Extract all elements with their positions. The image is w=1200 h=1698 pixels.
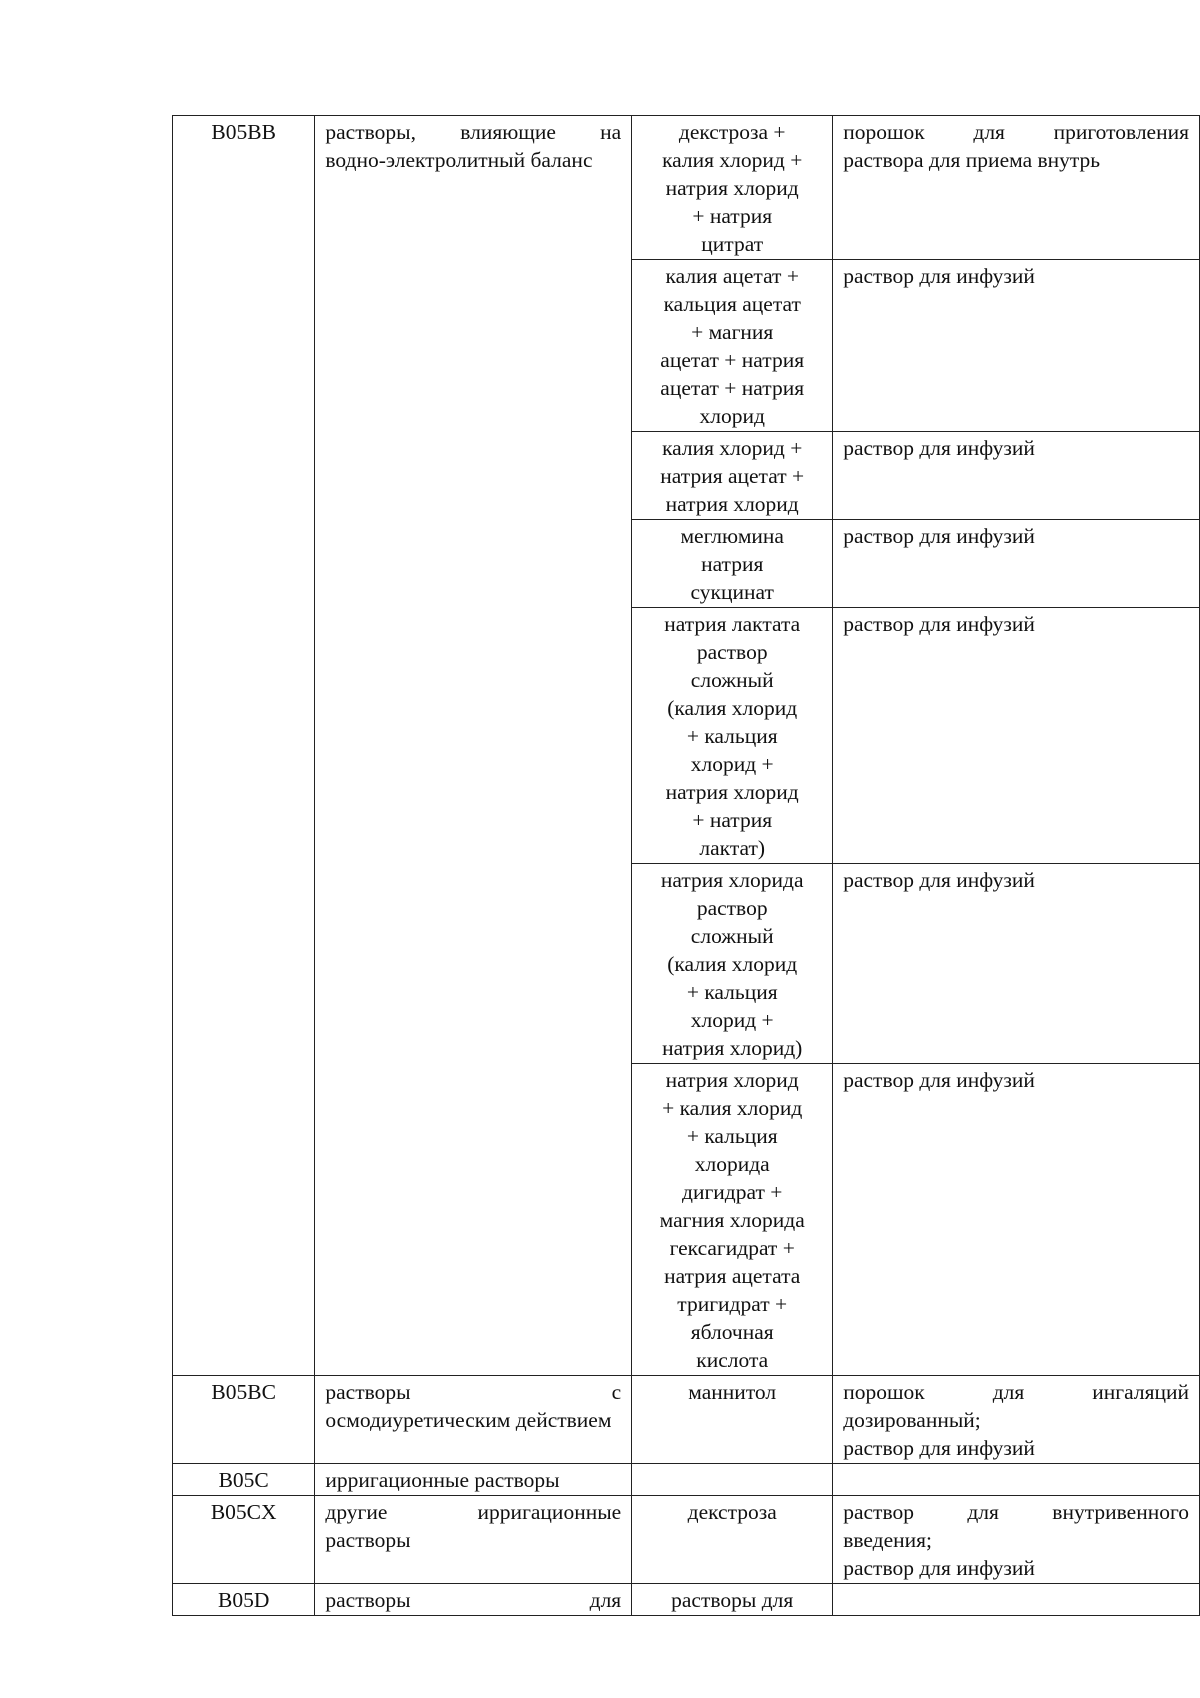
substance-line: маннитол <box>688 1380 777 1404</box>
group-name-cell <box>315 1464 632 1496</box>
substance-line: натрия хлорид <box>665 176 799 200</box>
dosage-form-cell <box>833 1496 1200 1584</box>
substance-cell <box>632 260 833 432</box>
substance-line: ацетат + натрия <box>660 376 805 400</box>
substance-line: натрия хлорид <box>665 492 799 516</box>
table-row <box>173 1584 1200 1616</box>
dosage-form-line: раствор для инфузий <box>843 1068 1035 1092</box>
substance-cell <box>632 1584 833 1616</box>
group-name-first-line: растворы с <box>325 1380 622 1404</box>
substance-line: лактат) <box>699 836 766 860</box>
substance-line: хлорид + <box>690 752 774 776</box>
atc-code-cell: B05D <box>173 1584 315 1616</box>
substance-cell <box>632 864 833 1064</box>
substance-line: цитрат <box>701 232 764 256</box>
substance-cell <box>632 608 833 864</box>
substance-line: хлорид <box>699 404 765 428</box>
dosage-form-cell <box>833 1064 1200 1376</box>
table-body <box>173 116 1200 1616</box>
dosage-form-line: раствор для инфузий <box>843 1556 1035 1580</box>
group-name-rest: водно-электролитный баланс <box>325 148 593 172</box>
table-row <box>173 1464 1200 1496</box>
group-name-first-line: другие ирригационные <box>325 1500 622 1524</box>
substance-line: натрия <box>701 552 764 576</box>
atc-code-cell: B05BC <box>173 1376 315 1464</box>
substance-line: калия хлорид + <box>662 436 803 460</box>
substance-line: + натрия <box>692 204 773 228</box>
substance-line: меглюмина <box>680 524 784 548</box>
substance-line: натрия хлорид <box>665 1068 799 1092</box>
group-name-first-line: растворы для <box>325 1588 622 1612</box>
substance-line: раствор <box>696 640 768 664</box>
atc-code-cell: B05C <box>173 1464 315 1496</box>
dosage-form-line: раствор для инфузий <box>843 1436 1035 1460</box>
substance-cell <box>632 116 833 260</box>
substance-line: хлорида <box>694 1152 770 1176</box>
substance-line: натрия хлорид) <box>662 1036 803 1060</box>
group-name-cell <box>315 1496 632 1584</box>
dosage-form-cell <box>833 1584 1200 1616</box>
dosage-form-cell <box>833 864 1200 1064</box>
table-row <box>173 1376 1200 1464</box>
substance-line: + кальция <box>686 724 778 748</box>
substance-line: + магния <box>691 320 774 344</box>
dosage-form-line: раствор для инфузий <box>843 612 1035 636</box>
substance-line: растворы для <box>671 1588 794 1612</box>
substance-line: раствор <box>696 896 768 920</box>
dosage-form-line: дозированный; <box>843 1408 981 1432</box>
substance-line: натрия хлорид <box>665 780 799 804</box>
substance-line: калия хлорид + <box>662 148 803 172</box>
substance-line: сукцинат <box>690 580 774 604</box>
dosage-form-cell <box>833 260 1200 432</box>
drug-classification-table <box>172 115 1200 1616</box>
table-row <box>173 1496 1200 1584</box>
atc-code-cell: B05CX <box>173 1496 315 1584</box>
substance-line: магния хлорида <box>659 1208 805 1232</box>
table-row <box>173 116 1200 260</box>
substance-line: натрия ацетата <box>664 1264 801 1288</box>
substance-line: декстроза + <box>678 120 786 144</box>
dosage-form-line: раствор для инфузий <box>843 436 1035 460</box>
substance-line: дигидрат + <box>682 1180 783 1204</box>
substance-line: + калия хлорид <box>662 1096 803 1120</box>
dosage-form-cell <box>833 432 1200 520</box>
substance-line: декстроза <box>687 1500 777 1524</box>
dosage-form-line: раствор для инфузий <box>843 264 1035 288</box>
dosage-form-line: раствора для приема внутрь <box>843 148 1101 172</box>
group-name-rest: ирригационные растворы <box>325 1468 560 1492</box>
dosage-form-line: раствор для инфузий <box>843 868 1035 892</box>
substance-line: натрия ацетат + <box>660 464 805 488</box>
substance-line: (калия хлорид <box>667 952 798 976</box>
substance-cell <box>632 1496 833 1584</box>
atc-code-cell: B05BB <box>173 116 315 1376</box>
substance-line: хлорид + <box>690 1008 774 1032</box>
dosage-form-cell <box>833 116 1200 260</box>
dosage-form-cell <box>833 608 1200 864</box>
substance-line: гексагидрат + <box>669 1236 795 1260</box>
dosage-form-cell <box>833 1376 1200 1464</box>
dosage-form-cell <box>833 520 1200 608</box>
substance-line: натрия хлорида <box>660 868 804 892</box>
substance-cell <box>632 1376 833 1464</box>
dosage-form-line: раствор для инфузий <box>843 524 1035 548</box>
substance-line: сложный <box>690 924 774 948</box>
group-name-cell <box>315 1584 632 1616</box>
group-name-cell <box>315 116 632 1376</box>
substance-line: + натрия <box>692 808 773 832</box>
group-name-first-line: растворы, влияющие на <box>325 120 622 144</box>
substance-line: + кальция <box>686 1124 778 1148</box>
substance-line: калия ацетат + <box>665 264 799 288</box>
dosage-form-cell <box>833 1464 1200 1496</box>
substance-line: (калия хлорид <box>667 696 798 720</box>
dosage-form-first-line: порошок для приготовления <box>843 120 1189 144</box>
substance-line: кислота <box>696 1348 769 1372</box>
substance-cell <box>632 1064 833 1376</box>
dosage-form-line: введения; <box>843 1528 933 1552</box>
group-name-rest: растворы <box>325 1528 411 1552</box>
substance-line: яблочная <box>690 1320 774 1344</box>
substance-line: натрия лактата <box>664 612 801 636</box>
substance-line: кальция ацетат <box>663 292 801 316</box>
group-name-rest: осмодиуретическим действием <box>325 1408 612 1432</box>
substance-cell <box>632 1464 833 1496</box>
dosage-form-first-line: порошок для ингаляций <box>843 1380 1189 1404</box>
substance-line: + кальция <box>686 980 778 1004</box>
substance-line: ацетат + натрия <box>660 348 805 372</box>
substance-cell <box>632 520 833 608</box>
dosage-form-first-line: раствор для внутривенного <box>843 1500 1189 1524</box>
substance-cell <box>632 432 833 520</box>
group-name-cell <box>315 1376 632 1464</box>
substance-line: сложный <box>690 668 774 692</box>
substance-line: тригидрат + <box>677 1292 788 1316</box>
